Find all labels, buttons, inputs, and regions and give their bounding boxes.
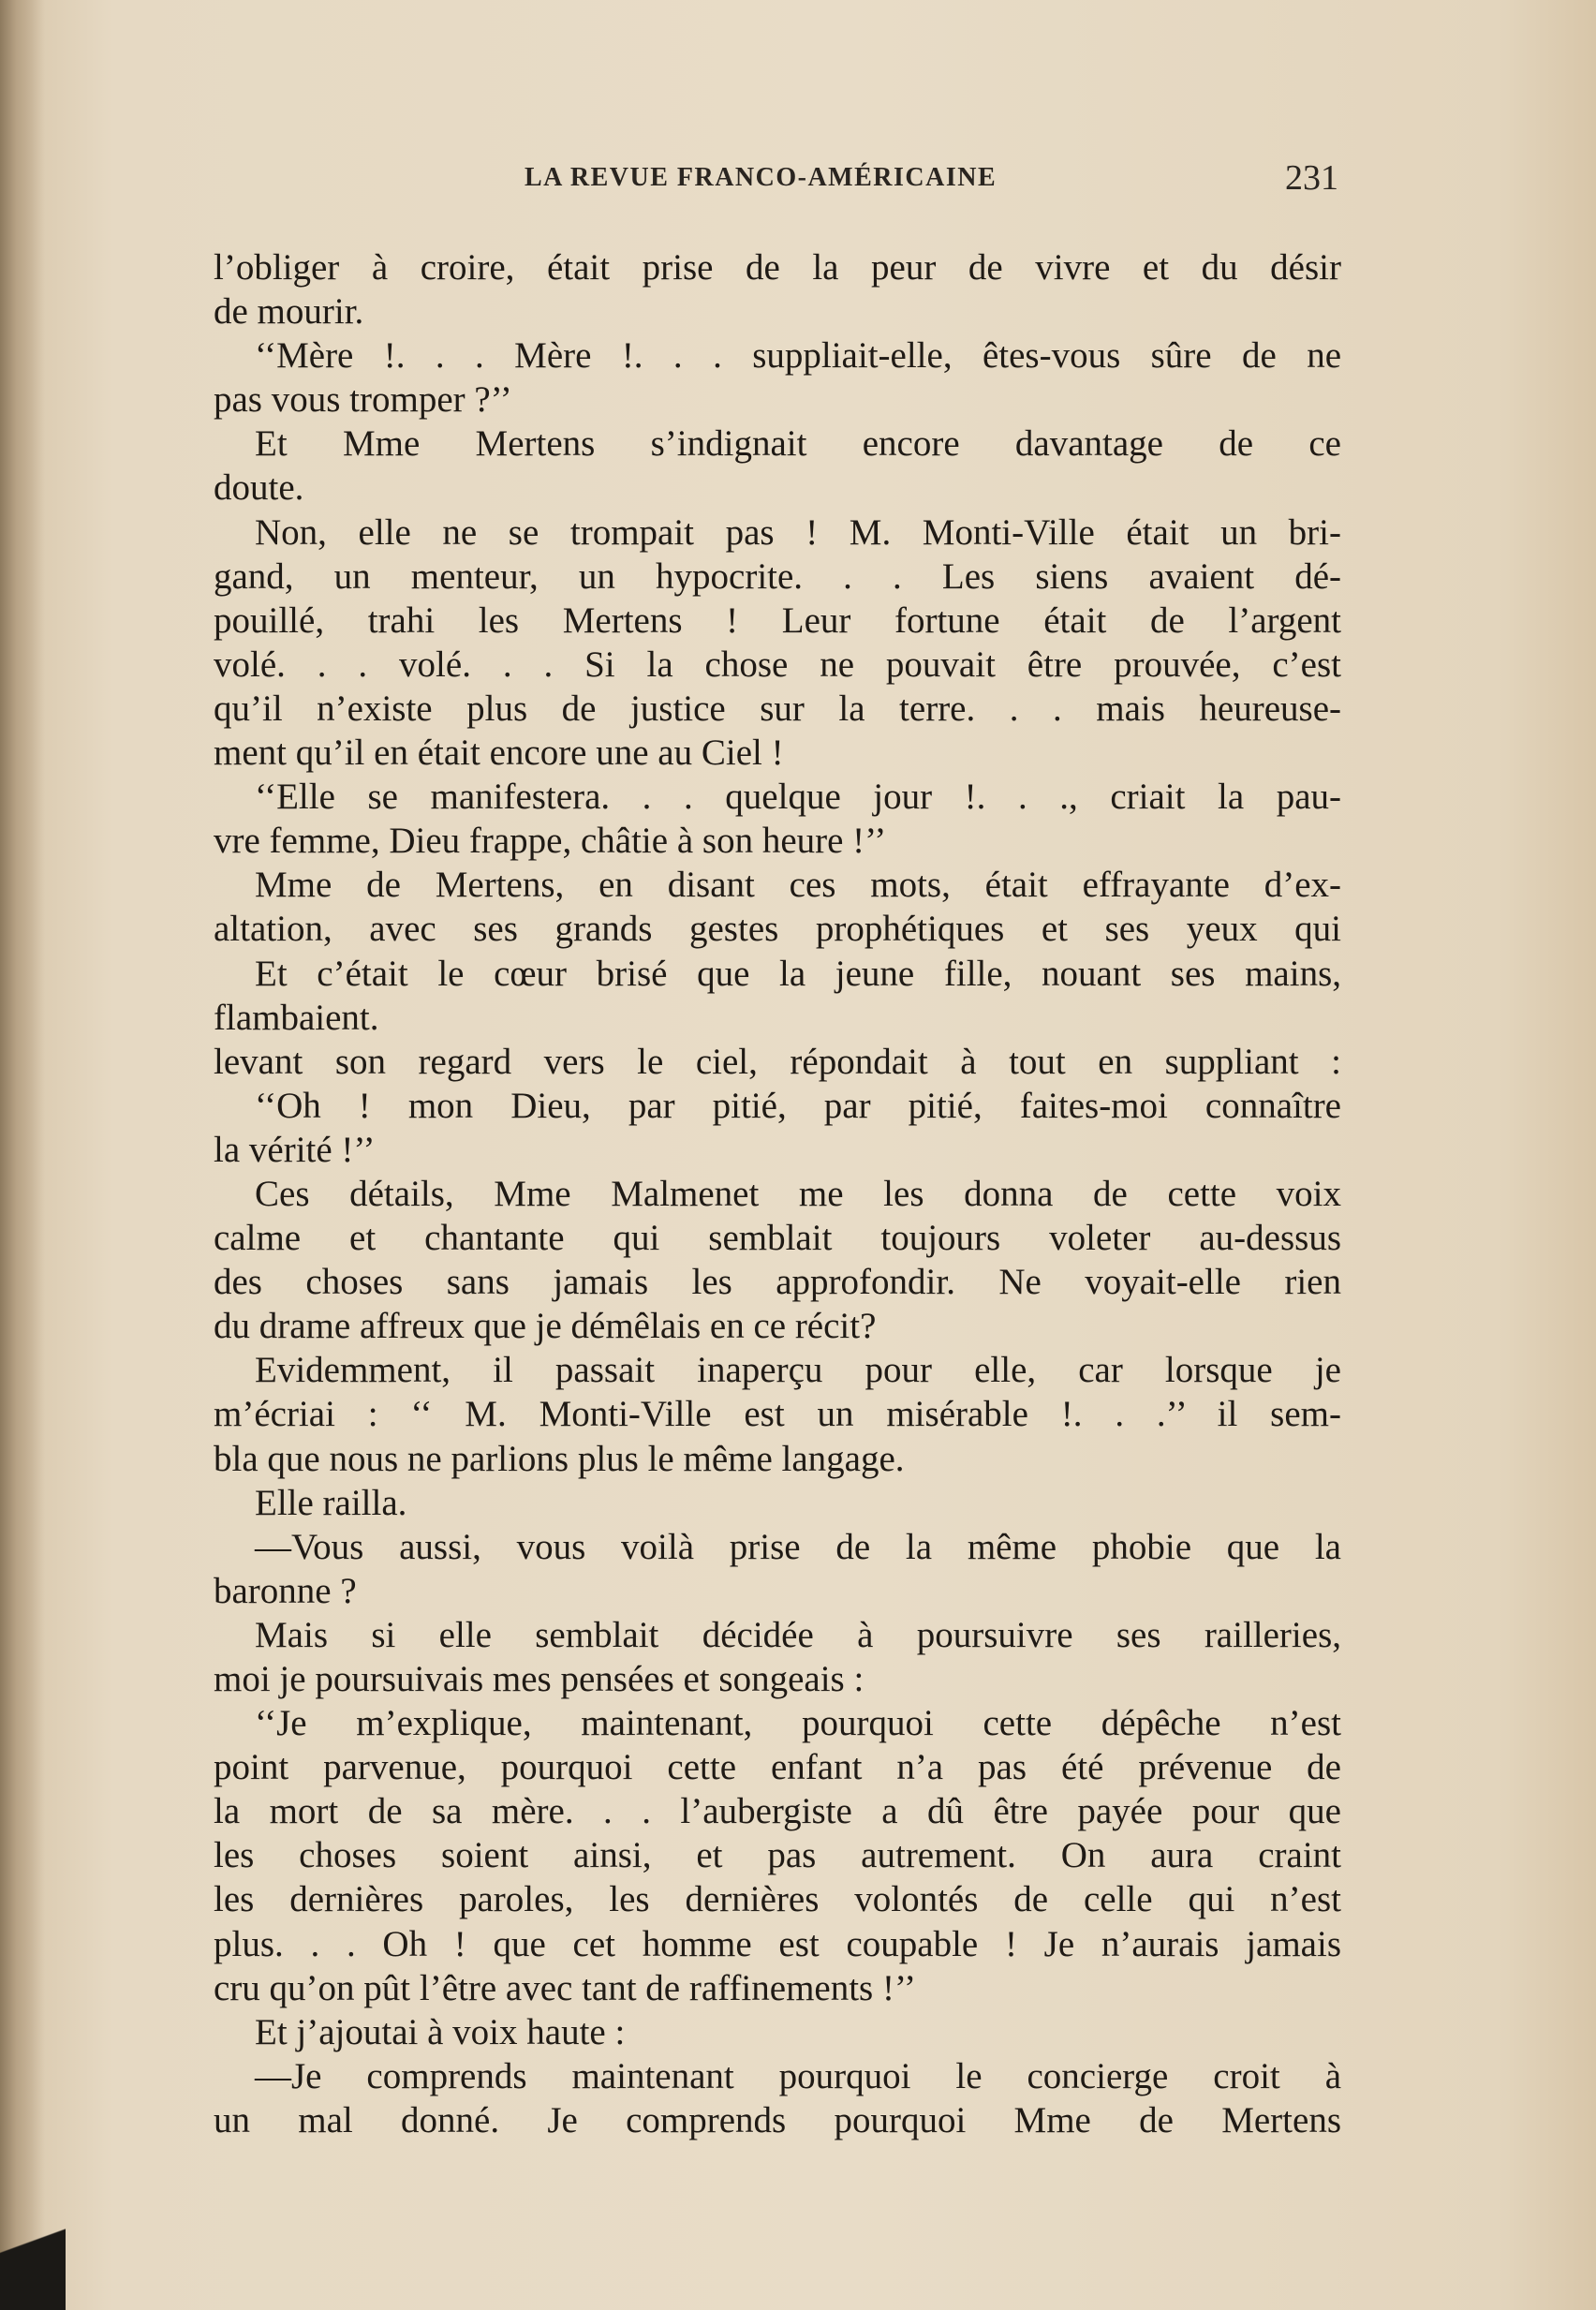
text-line: Et c’était le cœur brisé que la jeune fille, nouant ses mains, xyxy=(255,953,1341,994)
text-line: ment qu’il en était encore une au Ciel ! xyxy=(214,733,784,774)
text-line: ‘‘Je m’explique, maintenant, pourquoi cette dépêche n’est xyxy=(255,1703,1341,1744)
page-corner-shadow xyxy=(0,2198,66,2310)
text-line: bla que nous ne parlions plus le même langage. xyxy=(214,1438,905,1479)
text-line: des choses sans jamais les approfondir. Ne voyait-elle rien xyxy=(214,1262,1341,1303)
text-line: Et Mme Mertens s’indignait encore davantage de ce xyxy=(255,423,1341,465)
text-line: vre femme, Dieu frappe, châtie à son heure !’’ xyxy=(214,821,887,862)
running-title: LA REVUE FRANCO-AMÉRICAINE xyxy=(525,163,998,192)
text-line: ‘‘Oh ! mon Dieu, par pitié, par pitié, faites-moi connaître xyxy=(255,1085,1341,1126)
text-line: Ces détails, Mme Malmenet me les donna de cette voix xyxy=(255,1173,1341,1214)
text-line: doute. xyxy=(214,467,304,509)
text-line: —Vous aussi, vous voilà prise de la même phobie que la xyxy=(255,1526,1341,1567)
text-line: un mal donné. Je comprends pourquoi Mme de Mertens xyxy=(214,2099,1341,2140)
text-line: Mais si elle semblait décidée à poursuivre ses railleries, xyxy=(255,1614,1341,1655)
text-line: point parvenue, pourquoi cette enfant n’a pas été prévenue de xyxy=(214,1747,1341,1788)
text-line: calme et chantante qui semblait toujours voleter au-dessus xyxy=(214,1218,1341,1259)
text-line: m’écriai : ‘‘ M. Monti-Ville est un misérable !. . .’’ il sem- xyxy=(214,1394,1341,1435)
text-line: volé. . . volé. . . Si la chose ne pouvait être prouvée, c’est xyxy=(214,644,1341,685)
text-line: la mort de sa mère. . . l’aubergiste a dû être payée pour que xyxy=(214,1791,1341,1832)
text-line: Et j’ajoutai à voix haute : xyxy=(255,2011,626,2052)
text-line: moi je poursuivais mes pensées et songeais : xyxy=(214,1659,864,1699)
text-line: ‘‘Elle se manifestera. . . quelque jour !. . ., criait la pau- xyxy=(255,777,1341,818)
text-line: la vérité !’’ xyxy=(214,1129,376,1170)
text-line: altation, avec ses grands gestes prophétiques et ses yeux qui xyxy=(214,909,1341,950)
text-line: de mourir. xyxy=(214,291,364,333)
text-line: les dernières paroles, les dernières volontés de celle qui n’est xyxy=(214,1879,1341,1920)
text-line: levant son regard vers le ciel, répondait à tout en suppliant : xyxy=(214,1041,1341,1082)
text-line: cru qu’on pût l’être avec tant de raffinements !’’ xyxy=(214,1967,917,2008)
text-line: Mme de Mertens, en disant ces mots, était effrayante d’ex- xyxy=(255,865,1341,906)
text-line: Elle railla. xyxy=(255,1482,407,1523)
page-header xyxy=(0,157,1596,204)
text-line: ‘‘Mère !. . . Mère !. . . suppliait-elle, êtes-vous sûre de ne xyxy=(255,335,1341,377)
text-line: flambaient. xyxy=(214,997,379,1038)
text-line: Evidemment, il passait inaperçu pour elle, car lorsque je xyxy=(255,1350,1341,1391)
text-line: du drame affreux que je démêlais en ce récit? xyxy=(214,1306,877,1347)
text-line: plus. . . Oh ! que cet homme est coupable ! Je n’aurais jamais xyxy=(214,1923,1341,1964)
text-line: les choses soient ainsi, et pas autrement. On aura craint xyxy=(214,1835,1341,1876)
text-line: baronne ? xyxy=(214,1570,357,1611)
text-line: gand, un menteur, un hypocrite. . . Les siens avaient dé- xyxy=(214,555,1341,597)
page-number: 231 xyxy=(1285,158,1338,198)
body-text xyxy=(214,245,1341,2142)
text-line: Non, elle ne se trompait pas ! M. Monti-Ville était un bri- xyxy=(255,511,1341,553)
text-line: l’obliger à croire, était prise de la peur de vivre et du désir xyxy=(214,247,1341,288)
text-line: qu’il n’existe plus de justice sur la terre. . . mais heureuse- xyxy=(214,688,1341,729)
text-line: pas vous tromper ?’’ xyxy=(214,379,512,421)
book-spine-shadow xyxy=(0,0,45,2310)
text-line: pouillé, trahi les Mertens ! Leur fortune était de l’argent xyxy=(214,600,1341,641)
text-line: —Je comprends maintenant pourquoi le concierge croit à xyxy=(255,2055,1341,2096)
